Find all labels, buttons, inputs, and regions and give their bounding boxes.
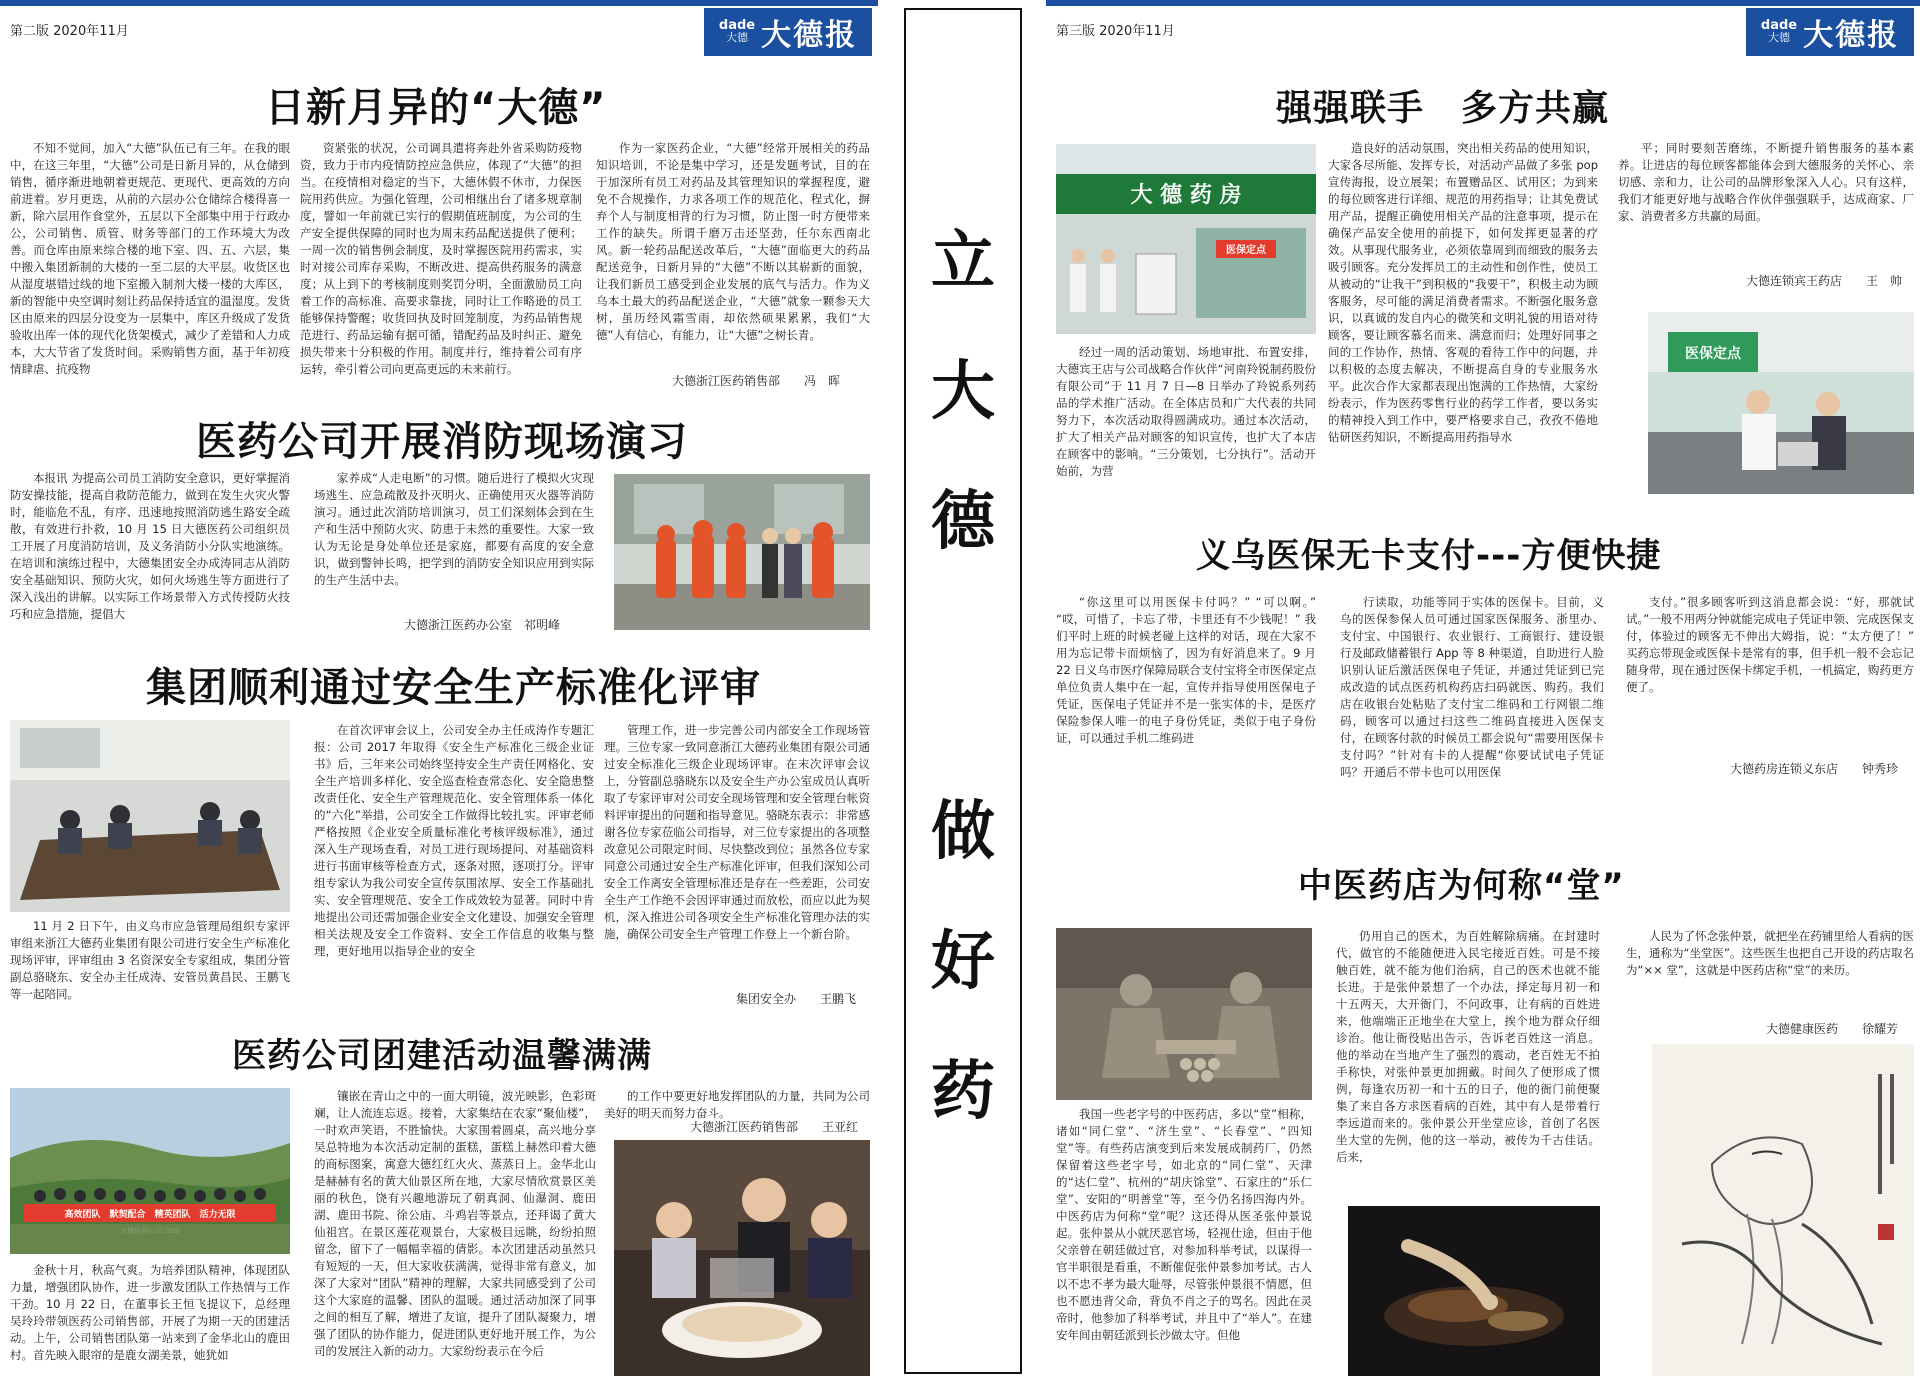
byline: 大德浙江医药销售部 冯 晖 [672, 374, 841, 388]
page-three [1046, 0, 1920, 1380]
fire-drill-photo [614, 474, 870, 630]
headline-tang-name: 中医药店为何称“堂” [1298, 866, 1625, 906]
article-body: 支付。”很多顾客听到这消息都会说：“好，那就试试。”一般不用两分钟就能完成电子凭证申领、完成医保支付，体验过的顾客无不伸出大姆指，说：“太方便了！” 买药忘带现金或医保卡是常有的事，但手机一般不会忘记随身带，现在通过医保卡绑定手机，一机搞定，购药更方便了。 [1626, 595, 1914, 694]
byline: 大德连锁宾王药店 王 帅 [1746, 274, 1903, 288]
dade-logo: dade 大德 [718, 18, 756, 44]
zhang-zhongjing-statue-photo [1056, 928, 1312, 1100]
article-body: 行读取，功能等同于实体的医保卡。目前，义乌的医保参保人员可通过国家医保服务、浙里办、支付宝、中国银行、农业银行、工商银行、建设银行及邮政储蓄银行 App 等 8 种渠道，自助进行人脸识别认证后激活医保电子凭证，并通过凭证到已完成改造的试点医药机构药店扫码就医、购药。我们店在收银台处粘贴了支付宝二维码和工行网银二维码，顾客可以通过扫这些二维码直接进入医保支付，在顾客付款的时候员工都会说句“需要用医保卡支付吗？”针对有卡的人提醒“你要试试电子凭证吗？开通后不带卡也可以用医保 [1340, 595, 1604, 779]
zhang-zhongjing-portrait [1652, 1044, 1914, 1376]
page-label: 第二版 2020年11月 [10, 24, 129, 39]
article-body: 镶嵌在青山之中的一面大明镜，波光映影，色彩斑斓，让人流连忘返。接着，大家集结在农家“聚仙楼”，一时欢声笑语，不胜愉快。大家围着圆桌，高兴地分享吴总特地为本次活动定制的蛋糕，蛋糕上赫然印着大德的商标图案，寓意大德红红火火、蒸蒸日上。金华北山是赫赫有名的黄大仙景区所在地，大家尽情欣赏景区美丽的秋色，饶有兴趣地游玩了朝真洞、仙瀑洞、鹿田湖、鹿田书院、徐公庙、斗鸡岩等景点，还拜谒了黄大仙祖宫。在景区莲花观景台，大家极目远眺，纷纷拍照留念，留下了一幅幅幸福的倩影。本次团建活动虽然只有短短的一天，但大家收获满满，觉得非常有意义，加深了大家对“团队”精神的理解，大家共同感受到了公司这个大家庭的温馨、团队的温暖。通过活动加深了同事之间的相互了解，增进了友谊，提升了团队凝聚力，增强了团队的协作能力，促进团队更好地开展工作，为公司的发展注入新的动力。大家纷纷表示在今后 [314, 1089, 596, 1358]
masthead [704, 8, 872, 56]
store-front-photo [1056, 144, 1316, 334]
photo-caption: 11 月 2 日下午，由义乌市应急管理局组织专家评审组来浙江大德药业集团有限公司进行安全生产标准化现场评审，评审组由 3 名资深安全专家组成，集团分管副总骆晓东、安全办主任成涛、安管员黄昌民、王鹏飞等一起陪同。 [10, 919, 290, 1001]
byline: 大德健康医药 徐耀芳 [1766, 1022, 1899, 1036]
article-body: 造良好的活动氛围，突出相关药品的使用知识，大家各尽所能、发挥专长，对活动产品做了多张 pop 宣传海报，设立展架；布置赠品区、试用区；为到来的每位顾客进行详细、规范的用药指导；让其免费试用产品，提醒正确使用相关产品的注意事项，提示在确保产品安全使用的前提下，如何发挥更显著的疗效。从事现代服务业，必须依靠周到而细致的服务去吸引顾客。充分发挥员工的主动性和创作性，使员工从被动的“让我干”到积极的“我要干”，积极主动为顾客服务，尽可能的满足消费者需求。不断强化服务意识，以真诚的发自内心的微笑和文明礼貌的用语对待顾客，要让顾客慕名而来、满意而归；处理好同事之间的工作协作，热情、客观的看待工作中的问题，并以积极的态度去解决，不断提高自身的专业服务水平。此次合作大家都表现出饱满的工作热情，大家纷纷表示，作为医药零售行业的药学工作者，要以务实的精神投入到工作中，要严格要求自己，孜孜不倦地钻研医药知识，不断提高用药指导水 [1328, 141, 1598, 444]
article-body: 家养成“人走电断”的习惯。随后进行了模拟火灾现场逃生、应急疏散及扑灭明火、正确使用灭火器等消防演习。通过此次消防培训演习，员工们深刻体会到在生产和生活中预防火灾、防患于未然的重要性。大家一致认为无论是身处单位还是家庭，都要有高度的安全意识，做到警钟长鸣，把学到的消防安全知识应用到实际的生产生活中去。 [314, 471, 594, 587]
slogan-char: 做 [931, 794, 995, 869]
article-body: 仍用自己的医术，为百姓解除病痛。在封建时代，做官的不能随便进入民宅接近百姓。可是不接触百姓，就不能为他们治病，自己的医术也就不能长进。于是张仲景想了一个办法，择定每月初一和十五两天，大开衙门，不问政事，让有病的百姓进来，他端端正正地坐在大堂上，挨个地为群众仔细诊治。他让衙役贴出告示，告诉老百姓这一消息。他的举动在当地产生了强烈的震动，老百姓无不拍手称快，对张仲景更加拥戴。时间久了便形成了惯例，每逢农历初一和十五的日子，他的衙门前便聚集了来自各方求医看病的百姓，其中有人是带着行李远道而来的。张仲景公开坐堂应诊，首创了名医坐大堂的先例，他的这一举动，被传为千古佳话。后来， [1336, 929, 1600, 1164]
photo-caption: 金秋十月，秋高气爽。为培养团队精神，体现团队力量，增强团队协作，进一步激发团队工作热情与工作干劲。10 月 22 日，在董事长王恒飞提议下，总经理吴玲玲带领医药公司销售部，开展了为期一天的团建活动。上午，公司销售团队第一站来到了金华北山的鹿田村。首先映入眼帘的是鹿女湖美景，她犹如 [10, 1263, 290, 1362]
headline-fire-drill: 医药公司开展消防现场演习 [196, 419, 688, 465]
headline-partnership: 强强联手 多方共赢 [1276, 88, 1610, 129]
photo-caption: 经过一周的活动策划、场地审批、布置安排，大德宾王店与公司战略合作伙伴“河南羚锐制药股份有限公司”于 11 月 7 日—8 日举办了羚锐系列药品的学术推广活动。在全体店员和广大代表的共同努力下，本次活动取得圆满成功。通过本次活动，扩大了相关产品对顾客的知识宣传，也扩大了本店在顾客中的影响。“三分策划，七分执行”。活动开始前，为营 [1056, 345, 1316, 478]
top-rule [0, 0, 878, 6]
article-body: 人民为了怀念张仲景，就把坐在药铺里给人看病的医生，通称为“坐堂医”。这些医生也把自己开设的药店取名为“×× 堂”，这就是中医药店称“堂”的来历。 [1626, 929, 1914, 977]
meeting-photo [10, 720, 290, 912]
byline: 集团安全办 王鹏飞 [736, 992, 857, 1006]
article-body: 资紧张的状况，公司调具遣将奔赴外省采购防疫物资，致力于市内疫情防控应急供应，体现了“大德”的担当。在疫情相对稳定的当下，大德休假不休市，力保医院用药供应。为强化管理，公司相继出台了诸多规章制度，譬如一年前就已实行的假期值班制度，为公司的生产安全提供保障的同时也为周末药品配送提供了便利；一周一次的销售例会制度，及时掌握医院用药需求，实时对接公司库存采购，不断改进、提高供药服务的满意度；从上到下的考核制度则奖罚分明，全面激励员工向着工作的高标准、高要求靠拢，同时让工作略逊的员工能够保持警醒；收货回执及时回笼制度，为药品销售规范进行、药品运输有据可循，错配药品及时纠正、避免损失带来十分积极的作用。制度并行，维持着公司有序运转，牵引着公司向更高更远的未来前行。 [300, 141, 582, 376]
top-rule [1046, 0, 1920, 6]
article-body: 管理工作，进一步完善公司内部安全工作现场管理。三位专家一致同意浙江大德药业集团有限公司通过安全标准化三级企业现场评审。在末次评审会议上，分管副总骆晓东以及安全生产办公室成员认真听取了专家评审对公司安全现场管理和安全管理台帐资料评审提出的问题和指导意见。骆晓东表示：非常感谢各位专家莅临公司指导，对三位专家提出的各项整改意见公司限定时间、尽快整改到位；虽然各位专家同意公司通过安全生产标准化评审，但我们深知公司安全工作离安全管理标准还是存在一些差距，公司安全生产工作绝不会因评审通过而放松，而应以此为契机，深入推进公司各项安全生产标准化管理办法的实施，确保公司安全生产管理工作登上一个新台阶。 [604, 723, 870, 941]
headline-safety-review: 集团顺利通过安全生产标准化评审 [146, 665, 761, 711]
masthead [1746, 8, 1914, 56]
byline: 大德浙江医药销售部 王亚红 [690, 1120, 859, 1134]
article-body: 的工作中要更好地发挥团队的力量，共同为公司美好的明天而努力奋斗。 [604, 1089, 870, 1120]
dade-logo: dade 大德 [1760, 18, 1798, 44]
article-body: 作为一家医药企业，“大德”经常开展相关的药品知识培训，不论是集中学习，还是发题考试，目的在于加深所有员工对药品及其管理知识的掌握程度，避免不合规操作，力求各项工作的规范化、程式化，摒弃个人与制度相背的行为习惯，防止图一时方便带来工作的缺失。所谓千磨万击还坚劲，任尔东西南北风。新一轮药品配送改革后，“大德”面临更大的药品配送竞争，日新月异的“大德”不断以其崭新的面貌，让我们新员工感受到企业发展的底气与活力。作为义乌本土最大的药品配送企业，“大德”就象一颗参天大树，虽历经风霜雪雨，却依然硕果累累，我们“大德”人有信心，有能力，让“大德”之树长青。 [596, 141, 870, 342]
cake-celebration-photo [614, 1140, 870, 1376]
banner-text: 高效团队 默契配合 精英团队 活力无限 [64, 1209, 236, 1219]
team-building-photo [10, 1088, 290, 1254]
byline: 大德药房连锁义东店 钟秀珍 [1730, 762, 1899, 776]
masthead-title: 大德报 [761, 18, 858, 53]
slogan-char: 德 [931, 484, 995, 559]
pharmacy-interior-photo [1648, 312, 1914, 494]
page-two [0, 0, 878, 1380]
article-body: 我国一些老字号的中医药店，多以“堂”相称，诸如“同仁堂”、“济生堂”、“长春堂”、“四知堂”等。有些药店演变到后来发展成制药厂，仍然保留着这些老字号，如北京的“同仁堂”、天津的“达仁堂”、杭州的“胡庆馀堂”、石家庄的“乐仁堂”、安阳的“明善堂”等，至今仍名扬四海内外。中医药店为何称“堂”呢？这还得从医圣张仲景说起。张仲景从小就厌恶官场，轻视仕途，但由于他父亲曾在朝廷做过官，对参加科举考试，以谋得一官半职很是看重，不断催促张仲景参加考试。古人以不忠不孝为最大耻辱，尽管张仲景很不情愿，但也不愿违背父命，背负不肖之子的骂名。因此在灵帝时，他参加了科举考试，并且中了“举人”。在建安年间由朝廷派到长沙做太守。但他 [1056, 1107, 1312, 1342]
article-body: “你这里可以用医保卡付吗？” “可以啊。” “哎，可惜了，卡忘了带，卡里还有不少钱呢！” 我们平时上班的时候老碰上这样的对话，现在大家不用为忘记带卡而烦恼了，因为有好消息来了。9 月 22 日义乌市医疗保障局联合支付宝将全市医保定点单位负责人集中在一起，宣传并指导使用医保电子凭证，医保电子凭证并不是一张实体的卡，是医疗保险参保人唯一的电子身份凭证，类似于电子身份证，可以通过手机二维码进 [1056, 595, 1316, 745]
slogan-strip [904, 8, 1022, 1374]
store-sign-text: 大 德 药 房 [1130, 182, 1242, 208]
slogan-char: 好 [931, 924, 995, 999]
pharmacy-sign-text: 医保定点 [1685, 345, 1741, 361]
masthead-title: 大德报 [1803, 18, 1900, 53]
store-subsign-text: 医保定点 [1226, 245, 1266, 256]
slogan-char: 药 [931, 1054, 995, 1129]
headline-cardless-pay: 义乌医保无卡支付---方便快捷 [1196, 536, 1662, 576]
byline: 大德浙江医药办公室 祁明峰 [404, 618, 561, 632]
article-body: 平；同时要刻苦磨练，不断提升销售服务的基本素养。让进店的每位顾客都能体会到大德服务的关怀心、亲切感、亲和力，让公司的品牌形象深入人心。只有这样，我们才能更好地与战略合作伙伴强强联手，达成商家、厂家、消费者多方共赢的局面。 [1618, 141, 1914, 223]
article-body: 本报讯 为提高公司员工消防安全意识，更好掌握消防安操技能，提高自救防范能力，做到在发生火灾火警时，能临危不乱，有序、迅速地按照消防逃生路安全疏散，有效进行扑救，10 月 15 日大德医药公司组织员工开展了月度消防培训，及义务消防小分队实地演练。在培训和演练过程中，大德集团安全办成涛同志从消防安全基础知识、预防火灾，如何火场逃生等方面进行了深入浅出的讲解。以实际工作场景带入方式传授防火技巧和应急措施，提倡大 [10, 471, 290, 621]
article-body: 不知不觉间，加入“大德”队伍已有三年。在我的眼中，在这三年里，“大德”公司是日新月异的，从仓储到销售，循序渐进地朝着更规范、更现代、更高效的方向前进着。岁月更迭，从前的六层办公仓储综合楼得喜一新，除六层用作食堂外，五层以下全部集中用于行政办公，公司销售、质管、财务等部门的工作环境大为改善。而仓库由原来综合楼的地下室、四、五、六层，集中搬入集团新制的大楼的一至二层的大平层。收货区也从湿度堪错过线的地下室搬入制剂大楼一楼的大库区，新的智能中央空调时刻让药品保持适宜的温湿度。发货区由原来的四层分设变为一层集中，库区升级成了发货验收出库一体的现代化货架模式，减少了差错和人力成本，大大节省了发货时间。采购销售方面，基于年初疫情肆虐、抗疫物 [10, 141, 290, 376]
article-body: 在首次评审会议上，公司安全办主任成涛作专题汇报：公司 2017 年取得《安全生产标准化三级企业证书》后，三年来公司始终坚持安全生产责任网格化、安全生产培训多样化、安全巡查检查常态化、安全隐患整改责任化、安全生产管理规范化、安全管理体系一体化的“六化”举措，公司安全工作做得比较扎实。评审老师严格按照《企业安全质量标准化考核评级标准》，通过深入生产现场查看，对员工进行现场提问、对基础资料进行书面审核等检查方式，逐条对照，逐项打分。评审组专家认为我公司安全宣传氛围浓厚、安全工作基础扎实、安全管理规范、安全工作成效较为显著。同时中肯地提出公司还需加强企业安全文化建设、加强安全管理相关法规及安全工作资料、安全工作信息的收集与整理，更好地用以指导企业的安全 [314, 723, 594, 958]
page-label: 第三版 2020年11月 [1056, 24, 1175, 39]
headline-team-building: 医药公司团建活动温馨满满 [232, 1036, 652, 1076]
slogan-char: 大 [931, 354, 995, 429]
herbal-medicine-photo [1348, 1206, 1600, 1376]
headline-daily-renewal: 日新月异的“大德” [265, 85, 607, 131]
slogan-char: 立 [931, 224, 995, 299]
